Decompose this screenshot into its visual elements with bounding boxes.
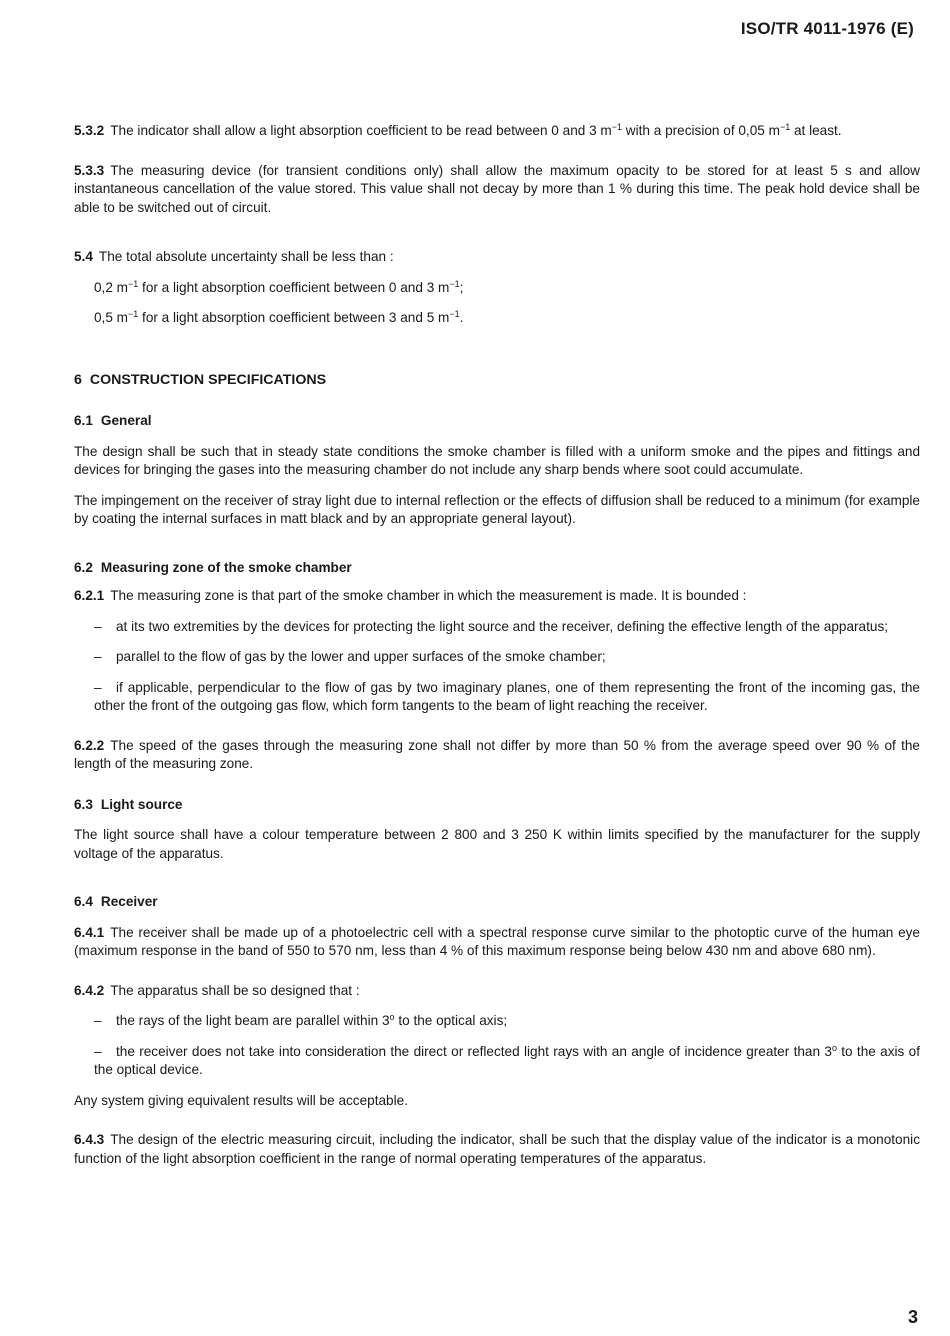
clause-number: 5.4 xyxy=(74,249,93,264)
clause-5-3-3: 5.3.3 The measuring device (for transient conditions only) shall allow the maximum opacity to be stored for at least 5 s and allow instantaneous cancellation of the value stored. This value shall not decay by more than 1 % during this time. The peak hold device shall be able to be switched out of circuit. xyxy=(74,162,920,215)
clause-number: 6.4.1 xyxy=(74,924,105,940)
paragraph: The impingement on the receiver of stray light due to internal reflection or the effects of diffusion shall be reduced to a minimum (for example by coating the internal surfaces in matt black and by an appropriate general layout). xyxy=(74,492,920,526)
paragraph: Any system giving equivalent results will be acceptable. xyxy=(74,1092,408,1108)
uncertainty-item: 0,2 $m^{-1}$ for a light absorption coefficient between 0 and 3 $m^{-1}$; xyxy=(94,278,464,295)
subsection-heading: 6.1 General xyxy=(74,413,152,428)
list-item: – parallel to the flow of gas by the lower and upper surfaces of the smoke chamber; xyxy=(94,649,606,664)
section-heading: 6 CONSTRUCTION SPECIFICATIONS xyxy=(74,371,327,388)
subsection-heading: 6.2 Measuring zone of the smoke chamber xyxy=(74,559,352,575)
paragraph: The light source shall have a colour temperature between 2 800 and 3 250 K within limits specified by the manufacturer for the supply voltage of the apparatus. xyxy=(74,827,920,861)
clause-number: 6.4.3 xyxy=(74,1132,105,1147)
clause-6-4-1: 6.4.1 The receiver shall be made up of a photoelectric cell with a spectral response curve similar to the photoptic curve of the human eye (maximum response in the band of 550 to 570 nm, less than 4 % of this maximum response being below 430 nm and above 680 nm). xyxy=(74,924,920,958)
list-item: – at its two extremities by the devices for protecting the light source and the receiver, defining the effective length of the apparatus; xyxy=(94,618,889,634)
uncertainty-item: 0,5 $m^{-1}$ for a light absorption coefficient between 3 and 5 $m^{-1}$. xyxy=(94,309,464,325)
clause-6-2-2: 6.2.2 The speed of the gases through the measuring zone shall not differ by more than 50 % from the average speed over 90 % of the length of the measuring zone. xyxy=(74,737,920,771)
list-item: – the receiver does not take into consideration the direct or reflected light rays with an angle of incidence greater than 3$^o$ to the axis of the optical device. xyxy=(94,1042,920,1077)
clause-number: 6.4.2 xyxy=(74,982,105,998)
paragraph: The design shall be such that in steady state conditions the smoke chamber is filled with a uniform smoke and the pipes and fittings and devices for bringing the gases into the measuring chamber do not include any sharp bends where soot could accumulate. xyxy=(74,443,920,477)
clause-number: 5.3.2 xyxy=(74,123,105,138)
clause-6-4-3: 6.4.3 The design of the electric measuring circuit, including the indicator, shall be such that the display value of the indicator is a monotonic function of the light absorption coefficient in the range of normal operating temperatures of the apparatus. xyxy=(74,1132,920,1166)
subsection-heading: 6.3 Light source xyxy=(74,796,183,812)
clause-5-4: 5.4 The total absolute uncertainty shall be less than : xyxy=(74,249,394,264)
clause-5-3-2: 5.3.2 The indicator shall allow a light absorption coefficient to be read between 0 and 3 $m^{-1}$ with a precision of 0,05 $m^{-1}$ at least. xyxy=(74,122,842,138)
subsection-heading: 6.4 Receiver xyxy=(74,894,158,909)
clause-6-2-1: 6.2.1 The measuring zone is that part of the smoke chamber in which the measurement is made. It is bounded : xyxy=(74,588,747,603)
list-item: – the rays of the light beam are parallel within 3$^o$ to the optical axis; xyxy=(94,1012,508,1028)
clause-number: 6.2.2 xyxy=(74,737,105,753)
page-number: 3 xyxy=(907,1306,918,1327)
document-id: ISO/TR 4011-1976 (E) xyxy=(740,19,914,38)
clause-number: 5.3.3 xyxy=(74,162,105,178)
clause-6-4-2: 6.4.2 The apparatus shall be so designed that : xyxy=(74,982,360,998)
clause-number: 6.2.1 xyxy=(74,588,105,603)
page-body xyxy=(74,122,920,1168)
list-item: – if applicable, perpendicular to the flow of gas by two imaginary planes, one of them representing the front of the incoming gas, the other the front of the outgoing gas flow, which form tangents to the beam of light reaching the receiver. xyxy=(94,679,920,713)
